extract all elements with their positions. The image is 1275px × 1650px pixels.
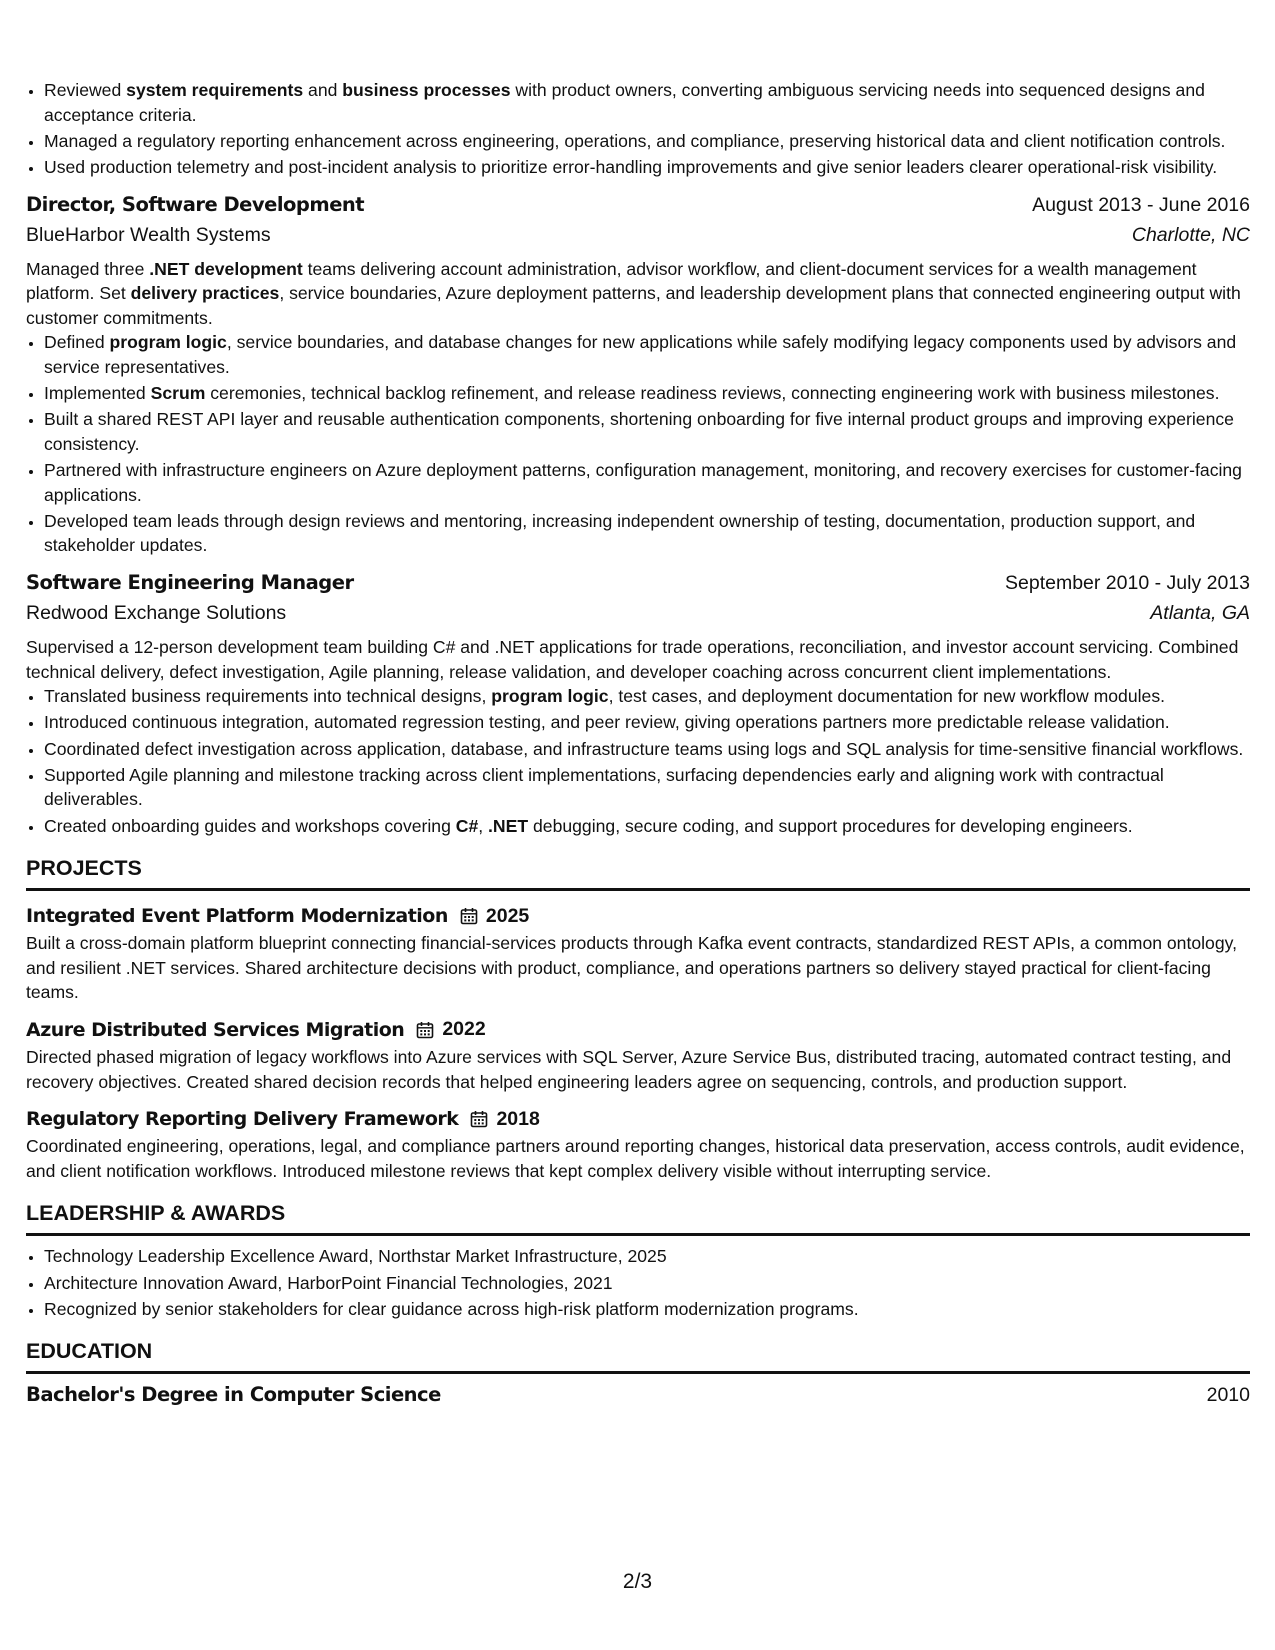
project-year: 2018: [496, 1107, 540, 1130]
previous-job-bullets: [26, 78, 1250, 180]
project-entry: [26, 901, 1250, 1005]
project-title: Regulatory Reporting Delivery Framework: [26, 1108, 459, 1131]
list-item: • Partnered with infrastructure engineers on Azure deployment patterns, configuration management, monitoring, and recovery exercises for customer-facing applications.: [44, 458, 1250, 507]
list-item: • Introduced continuous integration, automated regression testing, and peer review, giving operations partners more predictable release validation.: [44, 710, 1250, 735]
project-year: 2022: [442, 1018, 486, 1041]
job-location: Charlotte, NC: [1131, 223, 1250, 246]
graduation-year: 2010: [1206, 1384, 1250, 1407]
project-title: Integrated Event Platform Modernization: [26, 905, 448, 928]
list-item: • Implemented Scrum ceremonies, technical backlog refinement, and release readiness reviews, connecting engineering work with business milestones.: [44, 381, 1250, 406]
calendar-icon: [470, 1110, 488, 1128]
page-number: 2/3: [622, 1570, 653, 1593]
list-item: • Architecture Innovation Award, HarborPoint Financial Technologies, 2021: [44, 1271, 1250, 1296]
project-entry: [26, 1015, 1250, 1094]
section-heading: PROJECTS: [26, 856, 1250, 891]
job-summary: Supervised a 12-person development team building C# and .NET applications for trade operations, reconciliation, and investor account servicing. Combined technical delivery, defect investigation, Agile planning, release validation, and developer coaching across concurrent client implementations.: [26, 637, 1239, 682]
education-section: [26, 1339, 1250, 1407]
awards-section: [26, 1201, 1250, 1321]
list-item: • Developed team leads through design reviews and mentoring, increasing independent ownership of testing, documentation, production support, and stakeholder updates.: [44, 509, 1250, 558]
list-item: • Built a shared REST API layer and reusable authentication components, shortening onboarding for five internal product groups and improving experience consistency.: [44, 407, 1250, 456]
resume-page: [26, 78, 1250, 1407]
project-year: 2025: [485, 904, 530, 927]
list-item: • Reviewed system requirements and business processes with product owners, converting ambiguous servicing needs into sequenced designs and acceptance criteria.: [44, 78, 1250, 127]
projects-section: [26, 856, 1250, 1183]
list-item: • Recognized by senior stakeholders for clear guidance across high-risk platform modernization programs.: [44, 1297, 1250, 1322]
section-heading: LEADERSHIP & AWARDS: [26, 1201, 1250, 1236]
job-entry: [26, 571, 1250, 838]
company-name: BlueHarbor Wealth Systems: [26, 223, 271, 246]
job-bullets: [26, 330, 1250, 558]
job-location: Atlanta, GA: [1150, 602, 1250, 625]
awards-list: [26, 1244, 1250, 1321]
list-item: • Defined program logic, service boundaries, and database changes for new applications while safely modifying legacy components used by advisors and service representatives.: [44, 330, 1250, 379]
list-item: • Translated business requirements into technical designs, program logic, test cases, and deployment documentation for new workflow modules.: [44, 684, 1250, 709]
job-bullets: [26, 684, 1250, 838]
list-item: • Supported Agile planning and milestone tracking across client implementations, surfacing dependencies early and aligning work with contractual deliverables.: [44, 763, 1250, 812]
list-item: • Coordinated defect investigation across application, database, and infrastructure teams using logs and SQL analysis for time-sensitive financial workflows.: [44, 737, 1250, 762]
job-dates: September 2010 - July 2013: [1005, 572, 1250, 595]
project-description: Directed phased migration of legacy workflows into Azure services with SQL Server, Azure Service Bus, distributed tracing, automated contract testing, and recovery objectives. Created shared decision records that helped engineering leaders agree on sequencing, controls, and production support.: [26, 1046, 1232, 1092]
list-item: • Used production telemetry and post-incident analysis to prioritize error-handling improvements and give senior leaders clearer operational-risk visibility.: [44, 155, 1250, 180]
job-title: Director, Software Development: [26, 192, 365, 216]
job-title: Software Engineering Manager: [26, 571, 354, 595]
project-entry: [26, 1104, 1250, 1183]
list-item: • Created onboarding guides and workshops covering C#, .NET debugging, secure coding, and support procedures for developing engineers.: [44, 814, 1250, 839]
list-item: • Technology Leadership Excellence Award, Northstar Market Infrastructure, 2025: [44, 1244, 1250, 1269]
list-item: • Managed a regulatory reporting enhancement across engineering, operations, and compliance, preserving historical data and client notification controls.: [44, 129, 1250, 154]
project-description: Coordinated engineering, operations, legal, and compliance partners around reporting changes, historical data preservation, access controls, audit evidence, and client notification workflows. Introduced milestone reviews that kept complex delivery visible without interrupting service.: [26, 1136, 1245, 1181]
section-heading: EDUCATION: [26, 1339, 1250, 1374]
degree-title: Bachelor's Degree in Computer Science: [26, 1383, 441, 1407]
job-dates: August 2013 - June 2016: [1032, 193, 1250, 216]
calendar-icon: [460, 907, 478, 925]
job-summary: Managed three .NET development teams delivering account administration, advisor workflow, and client-document services for a wealth management platform. Set delivery practices, service boundaries, Azure deployment patterns, and leadership development plans that connected engineering output with customer commitments.: [26, 258, 1241, 328]
project-description: Built a cross-domain platform blueprint connecting financial-services products through Kafka event contracts, standardized REST APIs, a common ontology, and resilient .NET services. Shared architecture decisions with product, compliance, and operations partners so delivery stayed practical for client-facing teams.: [26, 933, 1237, 1003]
company-name: Redwood Exchange Solutions: [26, 602, 287, 625]
calendar-icon: [416, 1021, 434, 1039]
job-entry: [26, 193, 1250, 559]
project-title: Azure Distributed Services Migration: [26, 1018, 405, 1041]
